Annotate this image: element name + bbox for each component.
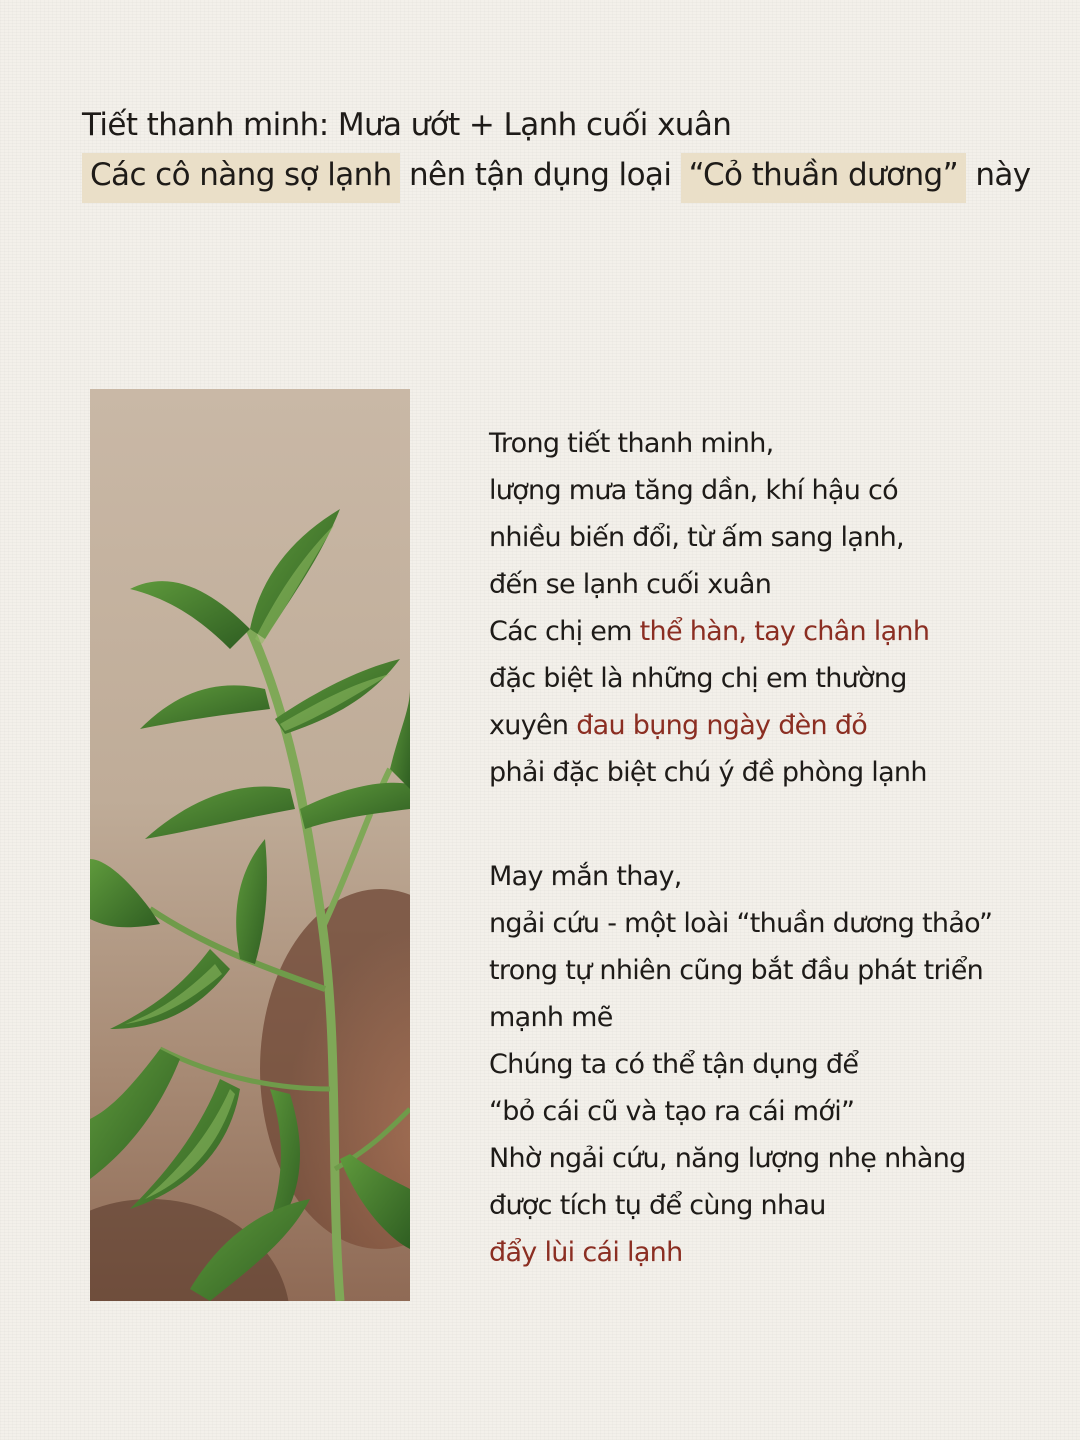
text-line: Trong tiết thanh minh, (489, 428, 774, 459)
title-middle-text: nên tận dụng loại (399, 157, 681, 193)
text-segment: xuyên (489, 710, 577, 741)
text-line (489, 702, 1049, 749)
text-line: phải đặc biệt chú ý đề phòng lạnh (489, 757, 927, 788)
text-line: lượng mưa tăng dần, khí hậu có (489, 475, 898, 506)
text-line: Chúng ta có thể tận dụng để (489, 1049, 859, 1080)
text-line: trong tự nhiên cũng bắt đầu phát triển (489, 955, 984, 986)
paragraph-2 (489, 853, 1049, 1276)
title-end-text: này (966, 157, 1031, 193)
body-text (489, 420, 1049, 1276)
title-line-1 (82, 100, 1042, 150)
header (82, 100, 1042, 200)
mugwort-plant-illustration (90, 389, 410, 1301)
text-line: được tích tụ để cùng nhau (489, 1190, 826, 1221)
text-line: Nhờ ngải cứu, năng lượng nhẹ nhàng (489, 1143, 966, 1174)
text-segment: Các chị em (489, 616, 640, 647)
text-line: May mắn thay, (489, 861, 682, 892)
text-line: “bỏ cái cũ và tạo ra cái mới” (489, 1096, 855, 1127)
emphasis-text: thể hàn, tay chân lạnh (639, 616, 930, 647)
text-line: đặc biệt là những chị em thường (489, 663, 907, 694)
paragraph-1 (489, 420, 1049, 796)
emphasis-text: đẩy lùi cái lạnh (489, 1237, 683, 1268)
title-line-2 (82, 150, 1042, 200)
highlight-phrase-2: “Cỏ thuần dương” (681, 153, 966, 203)
title-text: Tiết thanh minh: Mưa ướt + Lạnh cuối xuân (82, 107, 732, 143)
text-line: nhiều biến đổi, từ ấm sang lạnh, (489, 522, 904, 553)
emphasis-text: đau bụng ngày đèn đỏ (576, 710, 868, 741)
text-line (489, 608, 1049, 655)
text-line: đến se lạnh cuối xuân (489, 569, 772, 600)
text-line: ngải cứu - một loài “thuần dương thảo” (489, 908, 993, 939)
text-line: mạnh mẽ (489, 1002, 613, 1033)
highlight-phrase-1: Các cô nàng sợ lạnh (82, 153, 400, 203)
plant-photo (90, 389, 410, 1301)
